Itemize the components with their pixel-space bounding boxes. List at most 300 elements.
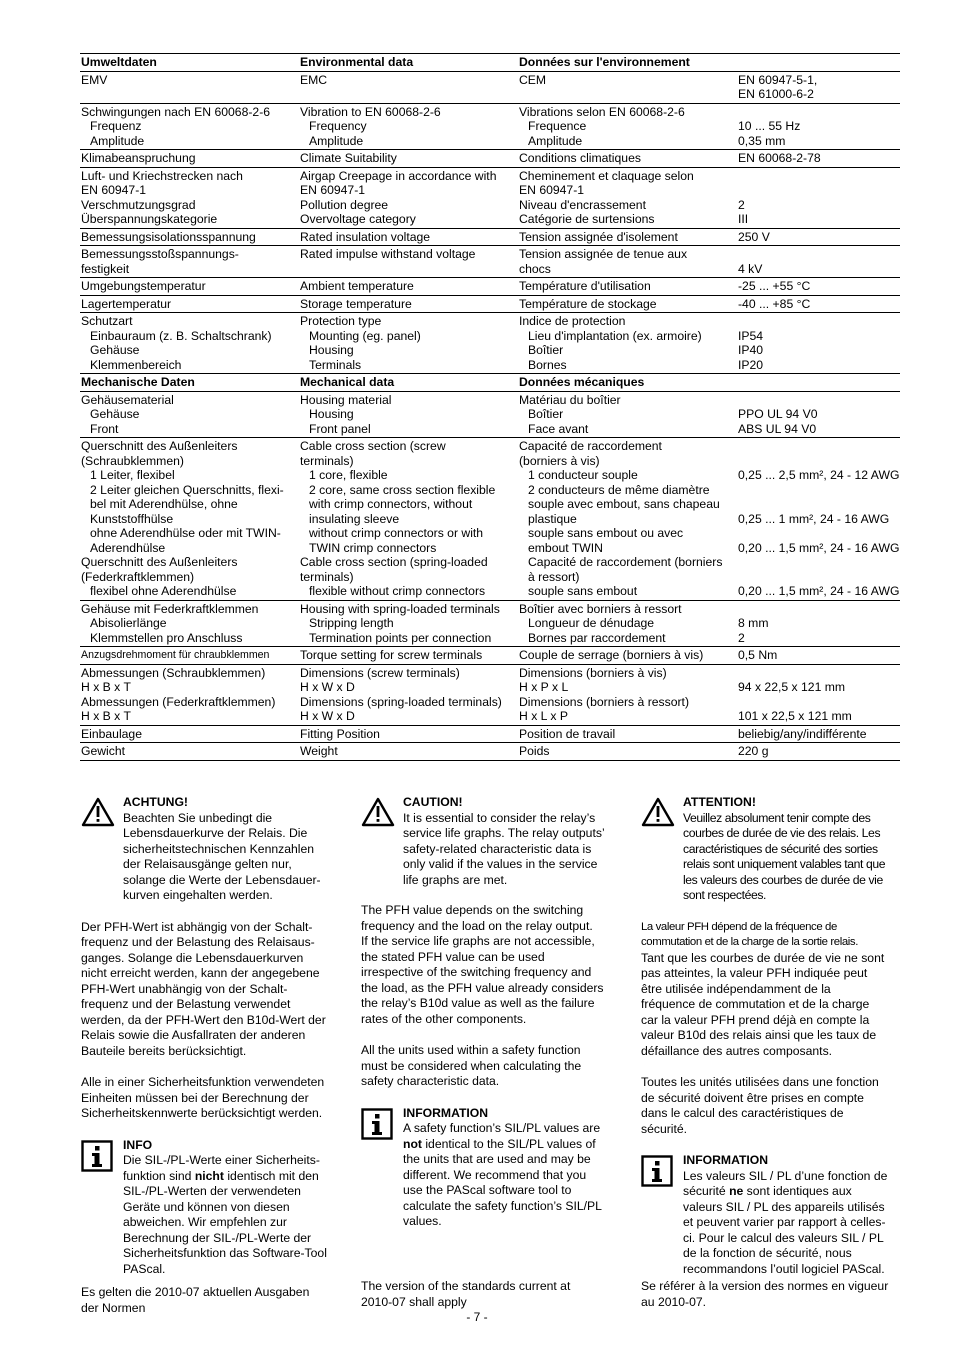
cell-line [738,314,900,329]
text-line: der Relaisausgänge gelten nur, [123,857,292,871]
warning-triangle-icon [361,797,395,827]
cell-line: Front panel [309,421,371,436]
warning-triangle-icon [81,797,115,827]
cell-line: Querschnitt des Außenleiters [81,439,238,453]
cell-line: Lieu d'implantation (ex. armoire) [528,328,702,343]
warning-box-de [81,795,343,904]
text-line: 2010-07 shall apply [361,1294,467,1309]
text-line: The version of the standards current at [361,1279,571,1293]
text-line: ci. Pour le calcul des valeurs SIL / PL [683,1230,884,1245]
fr-label-cell [518,664,737,725]
info-text [683,1200,903,1278]
page-number: - 7 - [466,1310,488,1324]
de-label-cell [80,295,299,313]
text-line: Se référer à la version des normes en vigueur [641,1279,889,1293]
cell-line [738,483,900,498]
text-line: courbes de durée de vie des relais. Les [683,826,881,840]
text-line: All the units used within a safety function [361,1043,581,1057]
en-label-cell [299,313,518,374]
warning-text [123,811,343,904]
cell-line: Boîtier [528,407,564,421]
cell-line: EN 60068-2-78 [738,151,821,165]
text-line: If the service life graphs are not accessible, [361,934,595,948]
cell-line: Querschnitt des Außenleiters [81,555,238,569]
table-row [80,167,900,228]
table-row [80,391,900,438]
cell-line: Niveau d'encrassement [519,197,646,212]
cell-line: EN 60947-1 [300,183,366,197]
value-cell [737,664,900,725]
section-header-cell [737,374,900,392]
de-label-cell [80,725,299,743]
cell-line: Abmessungen (Schraubklemmen) [81,665,266,680]
cell-line: souple sans embout [528,584,638,598]
warning-box-en [361,795,623,888]
cell-line [738,393,900,408]
text-line: nicht erreicht werden, kann der angegebene [81,966,320,980]
text-line: Bauteile bereits berücksichtigt. [81,1043,247,1058]
cell-line: à ressort) [528,569,580,584]
cell-line: Température de stockage [519,296,657,311]
cell-line [738,555,900,570]
pfh-paragraph-intro [641,920,903,951]
norms-note [641,1279,888,1310]
en-label-cell [299,228,518,246]
en-label-cell [299,391,518,438]
cell-line: Gewicht [81,744,126,758]
cell-line: Conditions climatiques [519,151,641,165]
text-line: Toutes les unités utilisées dans une fonction [641,1075,879,1089]
cell-line: Climate Suitability [300,151,397,165]
text-line: dans le calcul des caractéristiques de [641,1106,844,1120]
text-line: ganges. Solange die Lebensdauerkurven [81,950,304,965]
cell-line: Cable cross section (screw [300,439,446,453]
cell-line: Stripping length [309,616,394,630]
fr-label-cell [518,725,737,743]
cell-line: Verschmutzungsgrad [81,197,196,212]
cell-line: Schwingungen nach EN 60068-2-6 [81,104,271,119]
cell-line: 4 kV [738,261,763,276]
cell-line [300,262,518,277]
section-header-cell: Données mécaniques [519,375,645,389]
cell-line: Anzugsdrehmoment für chraubklemmen [81,649,270,661]
cell-line: Housing material [300,392,392,407]
cell-line: Amplitude [309,133,364,148]
cell-line: IP40 [738,343,764,357]
cell-line: Température d'utilisation [519,279,651,293]
text-line: Veuillez absolument tenir compte des [683,810,871,825]
de-label-cell [80,313,299,374]
cell-line [738,247,900,262]
cell-line: Gehäuse [90,343,140,357]
cell-line: 1 core, flexible [309,468,388,482]
info-icon [361,1108,393,1140]
cell-line: Terminals [309,357,362,372]
text-line: solange die Werte der Lebensdauer- [123,872,321,887]
text-line: défaillance des autres composants. [641,1043,833,1058]
table-row [80,647,900,665]
cell-line: Pollution degree [300,197,389,212]
de-label-cell [80,647,299,665]
text-line: values. [403,1214,442,1228]
de-label-cell [80,438,299,601]
text-line: irrespective of the switching frequency and [361,965,592,979]
cell-line [738,570,900,585]
text-line: Es gelten die 2010-07 aktuellen Ausgaben [81,1285,310,1299]
cell-line: (Schraubklemmen) [81,453,184,468]
cell-line: EN 60947-1 [81,183,147,197]
fr-label-cell [518,600,737,647]
cell-line: 8 mm [738,616,769,630]
value-cell [737,103,900,150]
info-text [403,1152,623,1230]
text-line: Geräte und können von diesen [123,1199,290,1214]
en-label-cell [299,103,518,150]
text-line: rates of the other components. [361,1011,527,1026]
value-cell [737,246,900,278]
value-cell [737,71,900,103]
info-line: funktion sind nicht identisch mit den [123,1168,319,1183]
section-header-cell: Environmental data [300,55,414,69]
en-label-cell [299,295,518,313]
cell-line: Front [90,421,119,436]
cell-line: Capacité de raccordement (borniers [528,555,723,569]
cell-line: 101 x 22,5 x 121 mm [738,709,852,723]
cell-line: EN 61000-6-2 [738,87,814,101]
text-line: Alle in einer Sicherheitsfunktion verwendeten [81,1075,325,1089]
info-box-de [81,1138,343,1278]
table-row [80,438,900,601]
cell-line: Rated impulse withstand voltage [300,247,476,261]
info-box-fr [641,1153,903,1277]
cell-line [738,695,900,710]
pfh-paragraph [641,951,903,1060]
cell-line: Tension assignée de tenue aux [519,247,688,261]
en-label-cell [299,278,518,296]
cell-line: Umgebungstemperatur [81,279,206,293]
cell-line: Cable cross section (spring-loaded [300,555,488,569]
value-cell [737,228,900,246]
cell-line: bel mit Aderendhülse, ohne [90,497,238,511]
cell-line: Position de travail [519,726,616,741]
cell-line: EN 60947-5-1, [738,72,818,87]
cell-line [738,439,900,454]
fr-label-cell [518,313,737,374]
text-line: the load, as the PFH value already considers [361,980,604,995]
value-cell [737,600,900,647]
fr-label-cell [518,246,737,278]
warning-title: CAUTION! [403,795,463,809]
text-line: pas atteintes, la valeur PFH indiquée peut [641,966,868,980]
de-label-cell [80,103,299,150]
en-label-cell [299,725,518,743]
cell-line: chocs [519,261,551,276]
cell-line: Couple de serrage (borniers à vis) [519,648,704,662]
cell-line: 1 Leiter, flexibel [90,468,175,482]
fr-label-cell [518,103,737,150]
text-line: Lebensdauerkurve der Relais. Die [123,826,308,840]
table-row [80,150,900,168]
cell-line: 1 conducteur souple [528,468,638,482]
cell-line: 0,35 mm [738,133,786,148]
cell-line: H x P x L [519,680,569,694]
warning-title: ACHTUNG! [123,795,188,809]
cell-line: H x B x T [81,680,131,694]
cell-line [738,526,900,541]
value-cell [737,438,900,601]
fr-label-cell [518,167,737,228]
cell-line: Torque setting for screw terminals [300,648,483,662]
cell-line: Capacité de raccordement [519,439,662,453]
en-label-cell [299,647,518,665]
value-cell [737,725,900,743]
de-label-cell [80,391,299,438]
value-cell [737,167,900,228]
cell-line: H x L x P [519,709,568,723]
table-row [80,246,900,278]
cell-line: 2 [738,630,745,645]
value-cell [737,150,900,168]
info-line: sécurité ne sont identiques aux [683,1184,852,1198]
cell-line: ohne Aderendhülse oder mit TWIN- [90,526,281,540]
cell-line: 2 conducteurs de même diamètre [528,482,710,497]
cell-line [738,454,900,469]
text-line: sicherheitstechnischen Kennzahlen [123,841,315,856]
info-title: INFORMATION [683,1153,769,1167]
cell-line [738,169,900,184]
text-line: SIL-/PL-Werten der verwendeten [123,1184,301,1198]
cell-line: Housing with spring-loaded terminals [300,601,500,616]
cell-line: Amplitude [90,133,145,148]
technical-data-table [80,53,900,761]
english-column [361,795,623,1309]
warning-box-fr [641,795,903,904]
cell-line [738,105,900,120]
de-label-cell [80,167,299,228]
norms-note [361,1279,570,1310]
info-text [123,1184,343,1277]
en-label-cell [299,664,518,725]
cell-line: 2 Leiter gleichen Querschnitts, flexi- [90,482,284,497]
cell-line: Kunststoffhülse [90,511,174,526]
text-line: être utilisée indépendamment de la [641,981,831,996]
cell-line: embout TWIN [528,540,603,555]
cell-line: Bemessungsisolationsspannung [81,229,256,244]
table-row [80,278,900,296]
de-label-cell [80,664,299,725]
cell-line: Luft- und Kriechstrecken nach [81,168,243,183]
de-label-cell [80,278,299,296]
cell-line: Vibrations selon EN 60068-2-6 [519,104,685,119]
cell-line: Housing [309,343,354,357]
en-label-cell [299,743,518,761]
cell-line: 0,25 ... 2,5 mm², 24 - 12 AWG [738,468,900,482]
cell-line: without crimp connectors or with [309,526,484,540]
table-row [80,295,900,313]
en-label-cell [299,150,518,168]
info-icon [641,1155,673,1187]
cell-line: Overvoltage category [300,212,416,226]
text-line: Der PFH-Wert ist abhängig von der Schalt- [81,919,313,934]
text-line: recommandons l’outil logiciel PAScal. [683,1261,885,1276]
de-label-cell [80,246,299,278]
text-line: La valeur PFH dépend de la fréquence de [641,920,837,933]
cell-line: Cheminement et claquage selon [519,168,694,183]
units-paragraph [81,1075,343,1122]
cell-line: Überspannungskategorie [81,212,218,226]
cell-line: Storage temperature [300,296,412,311]
cell-line: Frequency [309,119,367,133]
cell-line [738,602,900,617]
text-line: Sicherheitsfunktion das Software-Tool [123,1246,327,1260]
cell-line: -40 ... +85 °C [738,296,811,311]
cell-line: CEM [519,72,547,87]
info-line: A safety function’s SIL/PL values are [403,1121,601,1135]
cell-line: Airgap Creepage in accordance with [300,168,497,183]
cell-line: souple avec embout, sans chapeau [528,497,720,511]
cell-line: Tension assignée d'isolement [519,229,678,244]
cell-line: Matériau du boîtier [519,392,621,407]
cell-line: Gehäuse mit Federkraftklemmen [81,601,259,616]
table-row [80,664,900,725]
text-line: Einheiten müssen bei der Berechnung der [81,1090,309,1105]
cell-line: Klemmstellen pro Anschluss [90,630,243,645]
table-row [80,743,900,761]
text-line: fréquence de commutation et de la charge [641,997,870,1011]
fr-label-cell [518,278,737,296]
cell-line: Ambient temperature [300,279,414,293]
french-column [641,795,903,1309]
cell-line: Indice de protection [519,314,626,328]
text-line: sécurité. [641,1121,688,1136]
cell-line: Poids [519,744,550,758]
cell-line: III [738,212,749,226]
text-line: only valid if the values in the service [403,857,598,871]
cell-line: ABS UL 94 V0 [738,421,817,436]
cell-line: Dimensions (borniers à vis) [519,665,667,680]
cell-line: 94 x 22,5 x 121 mm [738,680,846,694]
cell-line: terminals) [300,453,354,468]
cell-line [738,497,900,512]
de-label-cell [80,71,299,103]
de-label-cell [80,228,299,246]
cell-line: Bemessungsstoßspannungs- [81,247,239,261]
text-line: au 2010-07. [641,1294,707,1309]
cell-line: 2 core, same cross section flexible [309,482,496,497]
text-line: Sicherheitskennwerte berücksichtigt werden. [81,1106,323,1120]
cell-line: Schutzart [81,314,133,328]
text-line: werden, da der PFH-Wert den B10d-Wert der [81,1012,326,1027]
german-column [81,795,343,1316]
value-cell [737,391,900,438]
cell-line: Bornes [528,357,567,372]
table-row [80,103,900,150]
info-title: INFORMATION [403,1105,489,1120]
fr-label-cell [518,438,737,601]
cell-line: Aderendhülse [90,540,166,555]
text-line: service life graphs. The relay outputs’ [403,826,605,840]
text-line: valeur B10d des relais ainsi que les taux de [641,1028,877,1042]
cell-line: Klimabeanspruchung [81,151,196,165]
cell-line: 0,25 ... 1 mm², 24 - 16 AWG [738,511,890,526]
value-cell [737,278,900,296]
pfh-paragraph [361,903,623,1027]
cell-line: 250 V [738,229,770,244]
cell-line: Gehäusematerial [81,392,174,407]
cell-line: Longueur de dénudage [528,616,655,630]
section-header-cell [737,54,900,72]
cell-line: Housing [309,407,354,421]
section-header-cell: Umweltdaten [81,55,157,69]
text-line: use the PAScal software tool to [403,1183,572,1197]
cell-line: Einbauraum (z. B. Schaltschrank) [90,328,272,343]
fr-label-cell [518,150,737,168]
cell-line: (Federkraftklemmen) [81,569,195,584]
text-line: different. We recommend that you [403,1167,587,1182]
text-line: frequency and the load on the relay output. [361,918,593,933]
fr-label-cell [518,228,737,246]
cell-line: PPO UL 94 V0 [738,407,818,421]
warning-text [683,811,903,904]
text-line: frequenz und der Belastung verwendet [81,997,291,1011]
text-line: The PFH value depends on the switching [361,903,584,917]
warning-text [403,811,623,889]
text-line: life graphs are met. [403,872,508,887]
de-label-cell [80,600,299,647]
value-cell [737,743,900,761]
text-line: PAScal. [123,1261,166,1276]
text-line: safety characteristic data. [361,1074,500,1088]
cell-line: -25 ... +55 °C [738,279,811,293]
text-line: et peuvent varier par rapport à celles- [683,1215,886,1229]
units-paragraph [641,1075,903,1137]
value-cell [737,313,900,374]
text-line: PFH-Wert unabhängig von der Schalt- [81,981,288,996]
text-line: calculate the safety function’s SIL/PL [403,1198,602,1213]
cell-line: Mounting (eg. panel) [309,328,421,343]
cell-line: Abisolierlänge [90,616,167,630]
text-line: sont respectées. [683,888,767,902]
fr-label-cell [518,295,737,313]
info-box-en [361,1106,623,1230]
info-line: Les valeurs SIL / PL d’une fonction de [683,1168,888,1183]
cell-line: 0,20 ... 1,5 mm², 24 - 16 AWG [738,584,900,598]
de-label-cell [80,743,299,761]
value-cell [737,295,900,313]
cell-line: EMC [300,72,328,87]
cell-line: Dimensions (screw terminals) [300,665,460,680]
section-header-row [80,374,900,392]
cell-line: Protection type [300,314,382,328]
en-label-cell [299,71,518,103]
cell-line: 0,5 Nm [738,648,778,662]
text-line: Tant que les courbes de durée de vie ne sont [641,950,885,965]
pfh-paragraph [81,920,343,1060]
cell-line: beliebig/any/indifférente [738,726,867,741]
cell-line: IP20 [738,357,764,372]
cell-line: Lagertemperatur [81,296,172,311]
cell-line: flexibel ohne Aderendhülse [90,584,237,598]
cell-line: H x W x D [300,709,355,723]
table-row [80,228,900,246]
cell-line: insulating sleeve [309,511,400,526]
text-line: Berechnung der SIL-/PL-Werte der [123,1230,312,1245]
info-line: not identical to the SIL/PL values of [403,1136,596,1151]
fr-label-cell [518,647,737,665]
info-title: INFO [123,1137,153,1152]
info-line: Die SIL-/PL-Werte einer Sicherheits- [123,1153,320,1167]
cell-line: H x B x T [81,709,131,723]
